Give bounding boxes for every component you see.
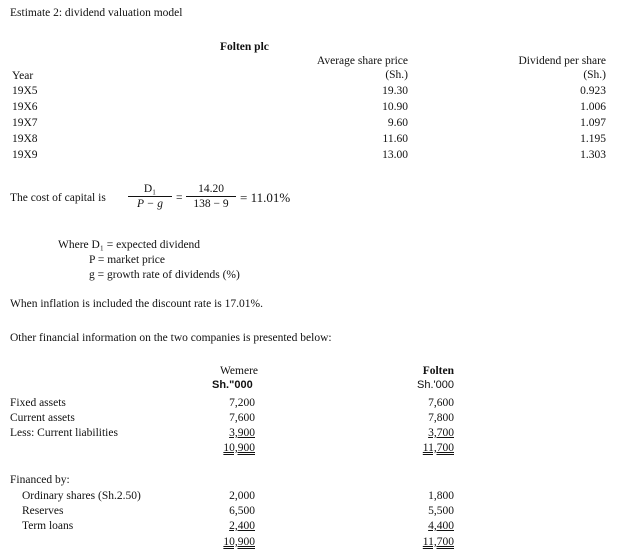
folten-header: Folten xyxy=(422,365,454,377)
folten-value: 1,800 xyxy=(428,490,454,502)
price-cell: 13.00 xyxy=(382,149,408,161)
finance-label: Ordinary shares (Sh.2.50) xyxy=(22,490,141,502)
wemere-unit: Sh."000 xyxy=(212,379,253,391)
company-title: Folten plc xyxy=(220,41,269,53)
dividend-header-line2: (Sh.) xyxy=(583,69,606,81)
asset-label: Current assets xyxy=(10,412,75,424)
dividend-cell: 1.303 xyxy=(580,149,606,161)
wemere-value: 3,900 xyxy=(229,427,255,439)
dividend-cell: 0.923 xyxy=(580,85,606,97)
dividend-cell: 1.006 xyxy=(580,101,606,113)
folten-value: 3,700 xyxy=(428,427,454,439)
equals-sign: = xyxy=(176,192,183,204)
finance-label: Reserves xyxy=(22,505,64,517)
finance-label: Term loans xyxy=(22,520,74,532)
year-cell: 19X8 xyxy=(12,133,38,145)
where-line-price: P = market price xyxy=(89,254,165,266)
wemere-assets-total: 10,900 xyxy=(223,442,255,454)
where-line-growth: g = growth rate of dividends (%) xyxy=(89,269,240,281)
cost-of-capital-lead: The cost of capital is xyxy=(10,192,106,204)
year-header: Year xyxy=(12,70,34,82)
wemere-finance-total: 10,900 xyxy=(223,536,255,548)
folten-unit: Sh.'000 xyxy=(417,379,454,391)
wemere-value: 7,200 xyxy=(229,397,255,409)
fraction-d1-over-p-g xyxy=(128,182,172,211)
where-line-dividend: Where D₁ = expected dividend xyxy=(58,239,201,251)
price-cell: 9.60 xyxy=(387,117,408,129)
wemere-value: 2,400 xyxy=(229,520,255,532)
other-info-intro: Other financial information on the two companies is presented below: xyxy=(10,332,332,344)
fraction-denominator: P − g xyxy=(136,198,164,210)
year-cell: 19X5 xyxy=(12,85,38,97)
wemere-value: 6,500 xyxy=(229,505,255,517)
folten-assets-total: 11,700 xyxy=(422,442,454,454)
fraction-numeric xyxy=(186,182,236,211)
dividend-cell: 1.097 xyxy=(580,117,606,129)
folten-value: 7,800 xyxy=(428,412,454,424)
folten-value: 4,400 xyxy=(428,520,454,532)
price-cell: 11.60 xyxy=(382,133,408,145)
inflation-note: When inflation is included the discount rate is 17.01%. xyxy=(10,298,263,310)
price-cell: 10.90 xyxy=(382,101,408,113)
fraction-numerator: 14.20 xyxy=(186,182,236,197)
wemere-value: 7,600 xyxy=(229,412,255,424)
asset-label: Fixed assets xyxy=(10,397,66,409)
wemere-header: Wemere xyxy=(220,365,259,377)
folten-value: 7,600 xyxy=(428,397,454,409)
price-cell: 19.30 xyxy=(382,85,408,97)
wemere-value: 2,000 xyxy=(229,490,255,502)
asset-label: Less: Current liabilities xyxy=(10,427,118,439)
year-cell: 19X6 xyxy=(12,101,38,113)
fraction-numerator: D₁ xyxy=(128,182,172,197)
folten-value: 5,500 xyxy=(428,505,454,517)
folten-finance-total: 11,700 xyxy=(422,536,454,548)
cost-of-capital-result: = 11.01% xyxy=(240,190,291,205)
price-header-line1: Average share price xyxy=(316,55,408,67)
dividend-cell: 1.195 xyxy=(580,133,606,145)
financed-by-heading: Financed by: xyxy=(10,474,70,486)
section-heading: Estimate 2: dividend valuation model xyxy=(10,7,183,19)
year-cell: 19X9 xyxy=(12,149,38,161)
price-header-line2: (Sh.) xyxy=(385,69,408,81)
dividend-header-line1: Dividend per share xyxy=(518,55,606,67)
year-cell: 19X7 xyxy=(12,117,38,129)
fraction-denominator: 138 − 9 xyxy=(193,198,229,210)
